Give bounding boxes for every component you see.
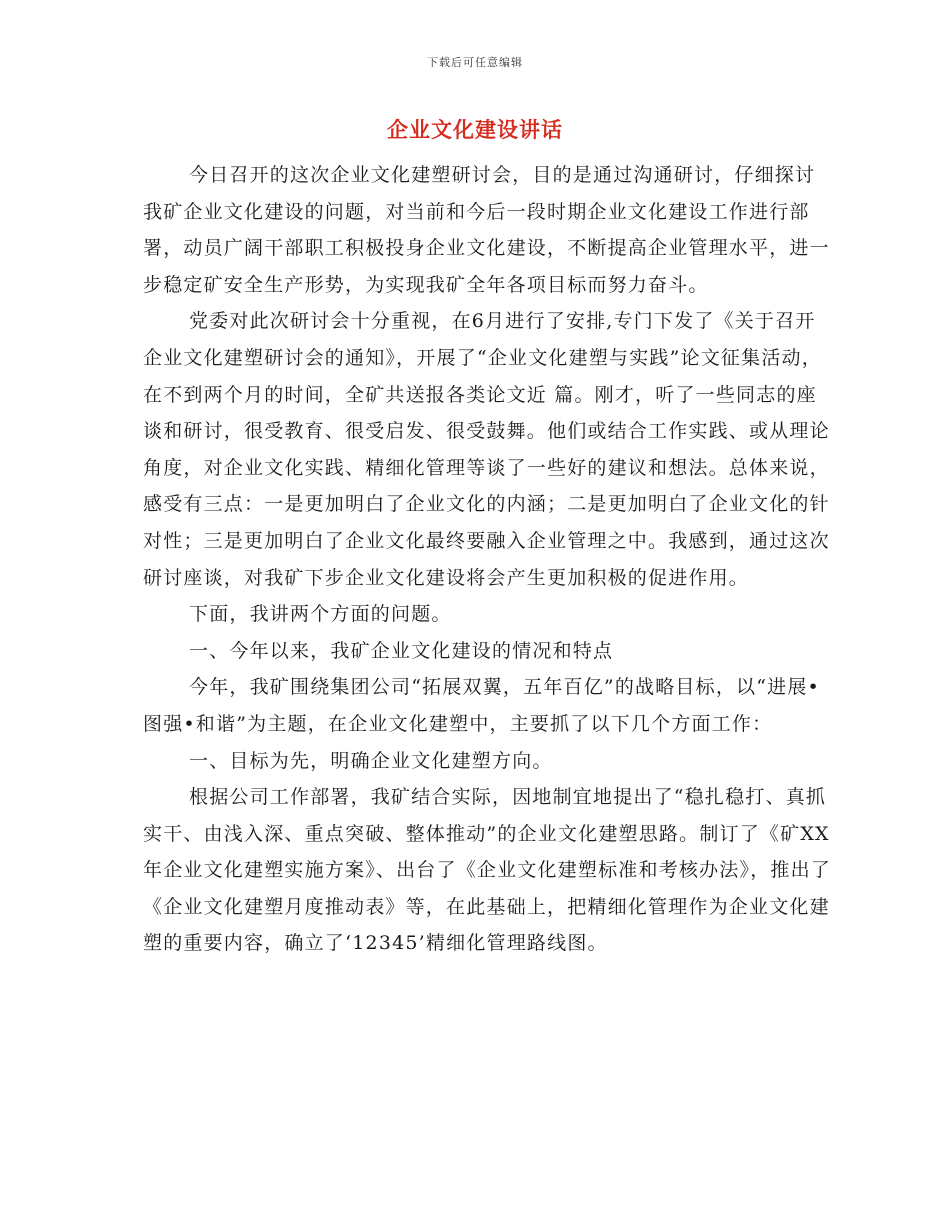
paragraph-deployment: 根据公司工作部署，我矿结合实际，因地制宜地提出了“稳扎稳打、真抓实干、由浅入深、重点突破、整体推动”的企业文化建塑思路。制订了《矿XX年企业文化建塑实施方案》、出台了《企业文化建塑标准和考核办法》，推出了《企业文化建塑月度推动表》等，在此基础上，把精细化管理作为企业文化建塑的重要内容，确立了‘12345’精细化管理路线图。 bbox=[143, 786, 832, 955]
paragraph-this-year: 今年，我矿围绕集团公司“拓展双翼，五年百亿”的战略目标，以“进展•图强•和谐”为主题，在企业文化建塑中，主要抓了以下几个方面工作： bbox=[143, 676, 820, 735]
document-title: 企业文化建设讲话 bbox=[387, 117, 563, 142]
header-note: 下载后可任意编辑 bbox=[427, 56, 523, 69]
paragraph-two-issues: 下面，我讲两个方面的问题。 bbox=[189, 603, 452, 626]
paragraph-party-committee: 党委对此次研讨会十分重视，在6月进行了安排,专门下发了《关于召开企业文化建塑研讨会的通知》，开展了“企业文化建塑与实践”论文征集活动，在不到两个月的时间，全矿共送报各类论文近 篇。刚才，听了一些同志的座谈和研讨，很受教育、很受启发、很受鼓舞。他们或结合工作实践、或从理论角度，对企业文化实践、精细化管理等谈了一些好的建议和想法。总体来说，感受有三点：一是更加明白了企业文化的内涵；二是更加明白了企业文化的针对性；三是更加明白了企业文化最终要融入企业管理之中。我感到，通过这次研讨座谈，对我矿下步企业文化建设将会产生更加积极的促进作用。 bbox=[143, 310, 830, 589]
section-heading-1: 一、今年以来，我矿企业文化建设的情况和特点 bbox=[189, 639, 614, 662]
paragraph-opening: 今日召开的这次企业文化建塑研讨会，目的是通过沟通研讨，仔细探讨我矿企业文化建设的问题，对当前和今后一段时期企业文化建设工作进行部署，动员广阔干部职工积极投身企业文化建设，不断提高企业管理水平，进一步稳定矿安全生产形势，为实现我矿全年各项目标而努力奋斗。 bbox=[143, 164, 830, 296]
document-body bbox=[143, 157, 833, 962]
subsection-heading-1: 一、目标为先，明确企业文化建塑方向。 bbox=[189, 749, 553, 772]
